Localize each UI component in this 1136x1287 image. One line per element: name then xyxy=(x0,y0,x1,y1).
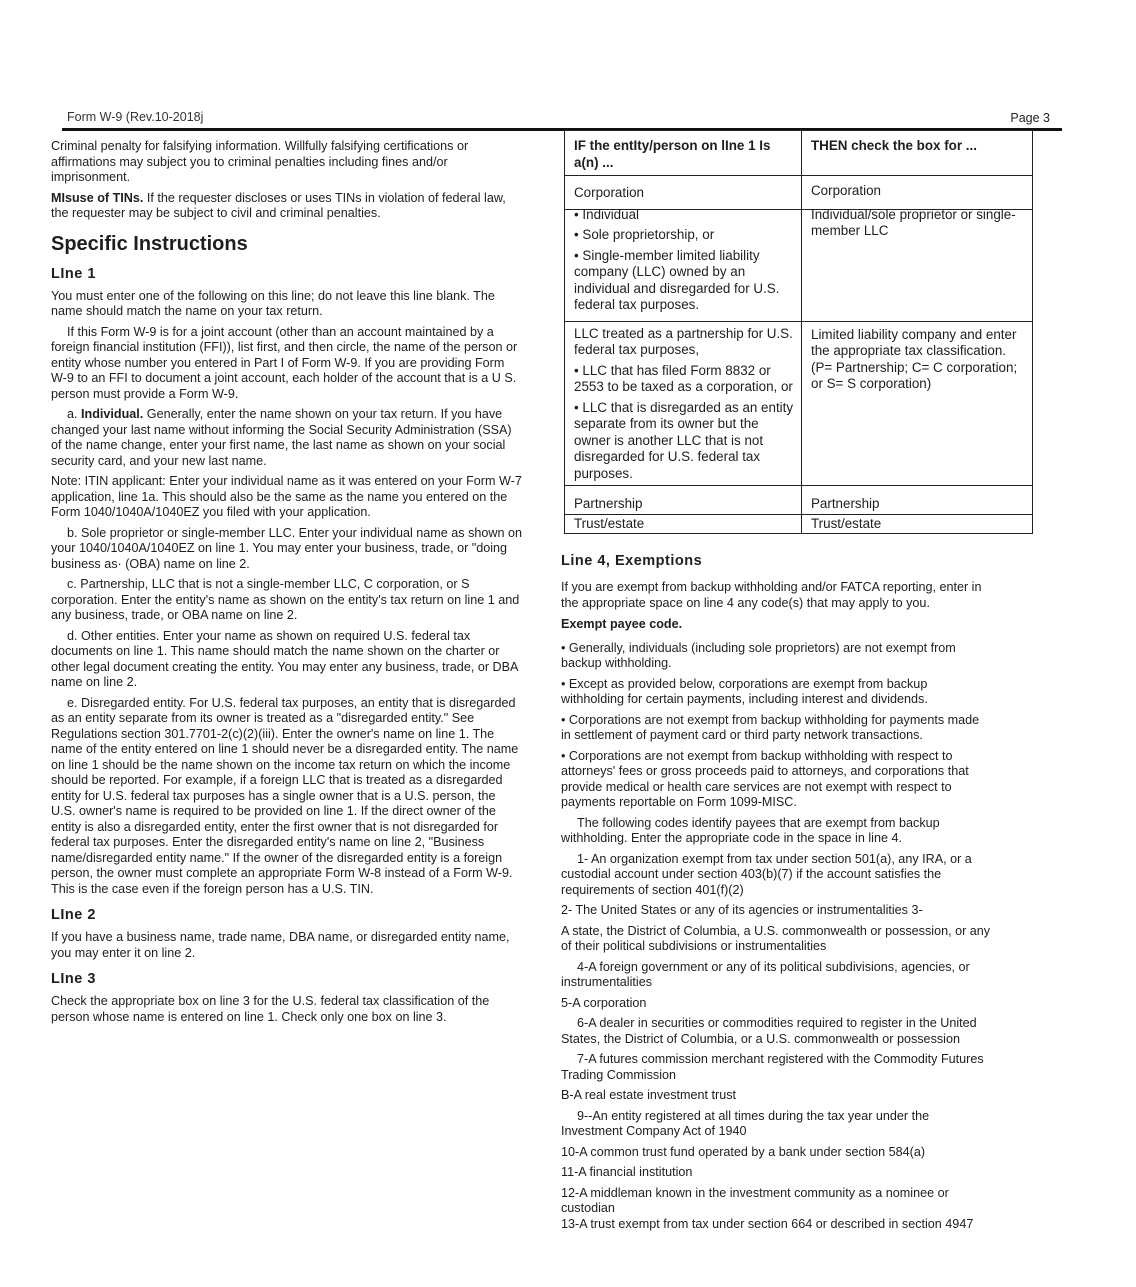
table-cell-line: • Individual xyxy=(574,206,639,222)
item-a-body: Generally, enter the name shown on your tax return. If you have changed your last name without informing the Social Security Administration (SSA) of the name change, enter your first name, the last name as shown on your social security card, and your new last name. xyxy=(51,407,512,468)
table-col1-header: IF the entIty/person on lIne 1 Is a(n) ... xyxy=(565,131,802,176)
table-header-row xyxy=(565,131,1033,176)
line4-heading: Line 4, Exemptions xyxy=(561,553,703,569)
table-cell: Individual/sole proprietor or single-member LLC xyxy=(811,206,1016,238)
code-item: 9--An entity registered at all times during the tax year under the Investment Company Act of 1940 xyxy=(561,1108,930,1138)
codes-intro: The following codes identify payees that are exempt from backup withholding. Enter the appropriate code in the space in line 4. xyxy=(561,815,940,845)
code-item: A state, the District of Columbia, a U.S. commonwealth or possession, or any of their political subdivisions or instrumentalities xyxy=(561,923,991,953)
line2-heading: LIne 2 xyxy=(51,907,96,923)
item-b: b. Sole proprietor or single-member LLC. Enter your individual name as shown on your 1040/1040A/1040EZ on line 1. You may enter your business, trade, or "doing business as· (OBA) name on line 2. xyxy=(51,525,523,571)
exempt-payee-title: Exempt payee code. xyxy=(561,617,683,631)
code-item: 1- An organization exempt from tax under section 501(a), any IRA, or a custodial account under section 403(b)(7) if the account satisfies the requirements of section 401(f)(2) xyxy=(561,851,972,897)
table-row xyxy=(565,486,1033,515)
line3-heading: LIne 3 xyxy=(51,971,96,987)
table-cell-line: LLC treated as a partnership for U.S. federal tax purposes, xyxy=(574,325,793,357)
item-a-title: Individual. xyxy=(81,407,144,421)
table-cell: Limited liability company and enter the appropriate tax classification. (P= Partnership; C= C corporation; or S= S corporation) xyxy=(802,321,1033,486)
list-item: • Generally, individuals (including sole proprietors) are not exempt from backup withholding. xyxy=(561,640,956,670)
line1-p2: If this Form W-9 is for a joint account (other than an account maintained by a foreign financial institution (FFI)), list first, and then circle, the name of the person or entity whose number you entered in Part I of Form W-9. If you are providing Form W-9 to an FFI to document a joint account, each holder of the account that is a U S. person must provide a Form W-9. xyxy=(51,324,518,401)
table-cell: Partnership xyxy=(802,486,1033,515)
code-item: 10-A common trust fund operated by a bank under section 584(a) xyxy=(561,1144,926,1159)
misuse-title: MIsuse of TINs. xyxy=(51,190,144,205)
misuse-body: If the requester discloses or uses TINs in violation of federal law, the requester may be subject to civil and criminal penalties. xyxy=(51,190,506,220)
line3-body: Check the appropriate box on line 3 for the U.S. federal tax classification of the person whose name is entered on line 1. Check only one box on line 3. xyxy=(51,994,490,1024)
table-col2-header: THEN check the box for ... xyxy=(802,131,1033,176)
list-item: • Except as provided below, corporations are exempt from backup withholding for certain payments, including interest and dividends. xyxy=(561,676,928,706)
item-a-lead: a. xyxy=(67,407,78,421)
code-item: 13-A trust exempt from tax under section 664 or described in section 4947 xyxy=(561,1216,974,1231)
item-c: c. Partnership, LLC that is not a single-member LLC, C corporation, or S corporation. Enter the entity's name as shown on the entity's tax return on line 1 and any business, trade, or OBA name on line 2. xyxy=(51,577,520,622)
left-column xyxy=(51,139,523,1030)
table-cell-line: • LLC that has filed Form 8832 or 2553 to be taxed as a corporation, or xyxy=(574,362,793,394)
code-item: 7-A futures commission merchant registered with the Commodity Futures Trading Commission xyxy=(561,1052,984,1082)
code-item: 2- The United States or any of its agencies or instrumentalities 3- xyxy=(561,903,923,917)
specific-instructions-heading: Specific Instructions xyxy=(51,232,248,255)
code-item: 4-A foreign government or any of its political subdivisions, agencies, or instrumentalities xyxy=(561,959,970,989)
line1-heading: LIne 1 xyxy=(51,265,96,282)
criminal-penalty: Criminal penalty for falsifying information. Willfully falsifying certifications or affirmations may subject you to criminal penalties including fines and/or imprisonment. xyxy=(51,139,469,184)
table-row xyxy=(565,321,1033,486)
line1-p1: You must enter one of the following on this line; do not leave this line blank. The name should match the name on your tax return. xyxy=(51,288,495,318)
entity-classification-table xyxy=(564,130,1033,534)
table-cell: Corporation xyxy=(574,185,644,200)
line2-body: If you have a business name, trade name, DBA name, or disregarded entity name, you may enter it on line 2. xyxy=(51,930,510,960)
code-item: 5-A corporation xyxy=(561,995,647,1010)
code-item: B-A real estate investment trust xyxy=(561,1088,736,1102)
code-item: 11-A financial institution xyxy=(561,1165,693,1179)
itin-note: Note: ITIN applicant: Enter your individual name as it was entered on your Form W-7 application, line 1a. This should also be the same as the name you entered on the Form 1040/1040A/1040EZ you filed with your application. xyxy=(51,474,522,519)
list-item: • Corporations are not exempt from backup withholding with respect to attorneys' fees or gross proceeds paid to attorneys, and corporations that provide medical or health care services are not exempt with respect to payments reportable on Form 1099-MISC. xyxy=(561,748,969,809)
page-number: Page 3 xyxy=(1010,111,1050,125)
misuse-paragraph xyxy=(51,191,523,222)
item-a xyxy=(51,407,523,469)
code-item: 6-A dealer in securities or commodities required to register in the United States, the District of Columbia, or a U.S. commonwealth or possession xyxy=(561,1016,977,1046)
table-row xyxy=(565,176,1033,210)
code-item: 12-A middleman known in the investment community as a nominee or custodian xyxy=(561,1185,949,1215)
table-cell: Corporation xyxy=(802,176,1033,210)
item-e: e. Disregarded entity. For U.S. federal tax purposes, an entity that is disregarded as an entity separate from its owner is treated as a "disregarded entity." See Regulations section 301.7701-2(c)(2)(iii). Enter the owner's name on line 1. The name of the entity entered on line 1 should never be a disregarded entity. The name on line 1 should be the name shown on the income tax return on which the income should be reported. For example, if a foreign LLC that is treated as a disregarded entity for U.S. federal tax purposes has a single owner that is a U.S. person, the U.S. owner's name is required to be provided on line 1. If the direct owner of the entity is also a disregarded entity, enter the first owner that is not disregarded for federal tax purposes. Enter the disregarded entity's name on line 2, "Business name/disregarded entity name." If the owner of the disregarded entity is a foreign person, the owner must complete an appropriate Form W-8 instead of a Form W-9. This is the case even if the foreign person has a U.S. TIN. xyxy=(51,695,519,896)
table-cell-line: • Single-member limited liability company (LLC) owned by an individual and disregarded for U.S. federal tax purposes. xyxy=(574,247,780,312)
table-cell: Trust/estate xyxy=(565,514,802,534)
table-cell-line: • Sole proprietorship, or xyxy=(574,227,715,242)
table-cell-line: • LLC that is disregarded as an entity separate from its owner but the owner is another LLC that is not disregarded for U.S. federal tax purposes. xyxy=(574,399,794,481)
item-d: d. Other entities. Enter your name as shown on required U.S. federal tax documents on line 1. This name should match the name shown on the charter or other legal document creating the entity. You may enter any business, trade, or DBA name on line 2. xyxy=(51,628,518,689)
line4-body: If you are exempt from backup withholding and/or FATCA reporting, enter in the appropriate space on line 4 any code(s) that may apply to you. xyxy=(561,580,982,610)
table-cell: Trust/estate xyxy=(802,514,1033,534)
table-row xyxy=(565,209,1033,321)
table-row xyxy=(565,514,1033,534)
table-cell: Partnership xyxy=(565,486,802,515)
list-item: • Corporations are not exempt from backup withholding for payments made in settlement of payment card or third party network transactions. xyxy=(561,712,980,742)
exempt-payee-heading xyxy=(561,617,991,633)
form-id: Form W-9 (Rev.10-2018j xyxy=(67,110,204,124)
right-column xyxy=(561,552,991,1237)
